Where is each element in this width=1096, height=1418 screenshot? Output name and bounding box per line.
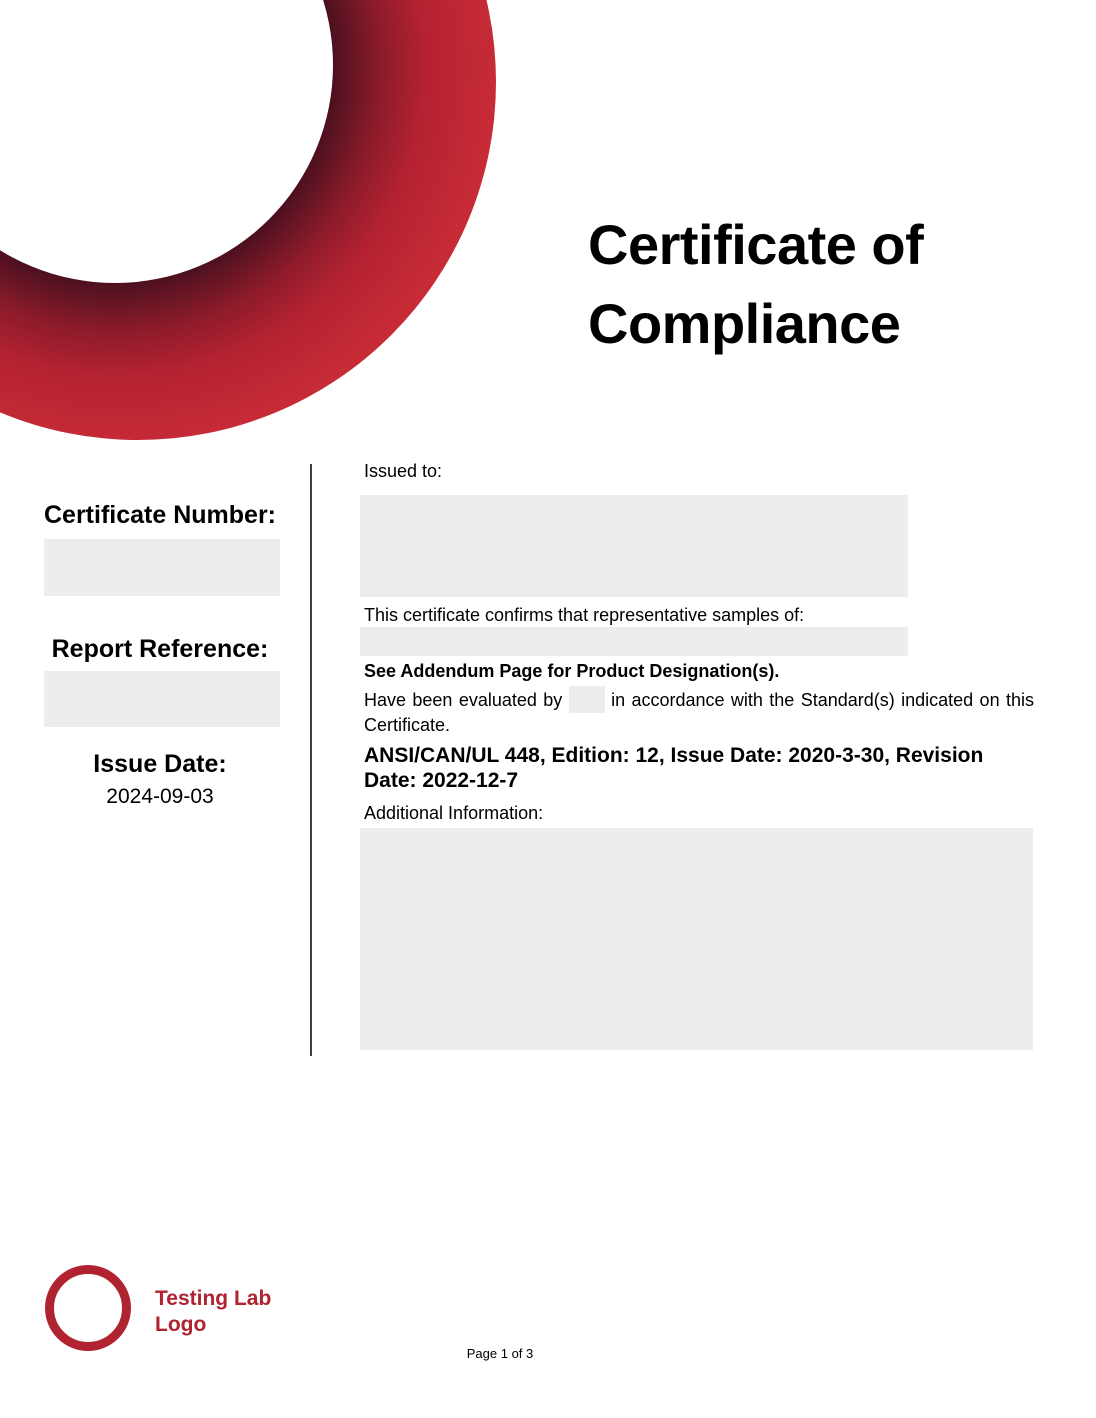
standard-reference-line2: Date: 2022-12-7 [364,769,519,792]
additional-info-label: Additional Information: [364,803,544,823]
page-number: Page 1 of 3 [466,1346,534,1361]
page-title-line2: Compliance [588,292,901,355]
logo-circle-icon [45,1265,131,1351]
page-title [588,205,923,363]
issue-date-label: Issue Date: [93,750,227,778]
evaluated-line1 [364,686,1034,713]
column-divider [310,464,312,1056]
issue-date-value: 2024-09-03 [106,785,214,808]
testing-lab-logo-text [155,1286,271,1338]
issued-to-label: Issued to: [364,461,443,481]
product-name-redacted [360,627,908,656]
evaluator-name-redacted [569,686,605,713]
evaluated-line2: Certificate. [364,715,451,735]
evaluated-line1-after: in accordance with the Standard(s) indicated on this [611,690,1034,710]
issued-to-redacted [360,495,908,597]
logo-text-line2: Logo [155,1313,207,1336]
logo-text-line1: Testing Lab [155,1287,272,1310]
evaluated-line1-before: Have been evaluated by [364,690,563,710]
brand-swoosh-icon [0,0,500,460]
report-reference-label: Report Reference: [51,635,269,663]
additional-info-redacted [360,828,1033,1050]
addendum-note: See Addendum Page for Product Designation(s). [364,661,780,681]
page-title-line1: Certificate of [588,213,924,276]
confirms-text: This certificate confirms that representative samples of: [364,605,805,625]
evaluated-paragraph [364,686,1034,737]
standard-reference-line1: ANSI/CAN/UL 448, Edition: 12, Issue Date: 2020-3-30, Revision [364,744,984,767]
certificate-number-redacted [44,539,280,596]
report-reference-redacted [44,671,280,727]
certificate-number-label: Certificate Number: [44,501,276,529]
standard-reference [364,743,1039,793]
